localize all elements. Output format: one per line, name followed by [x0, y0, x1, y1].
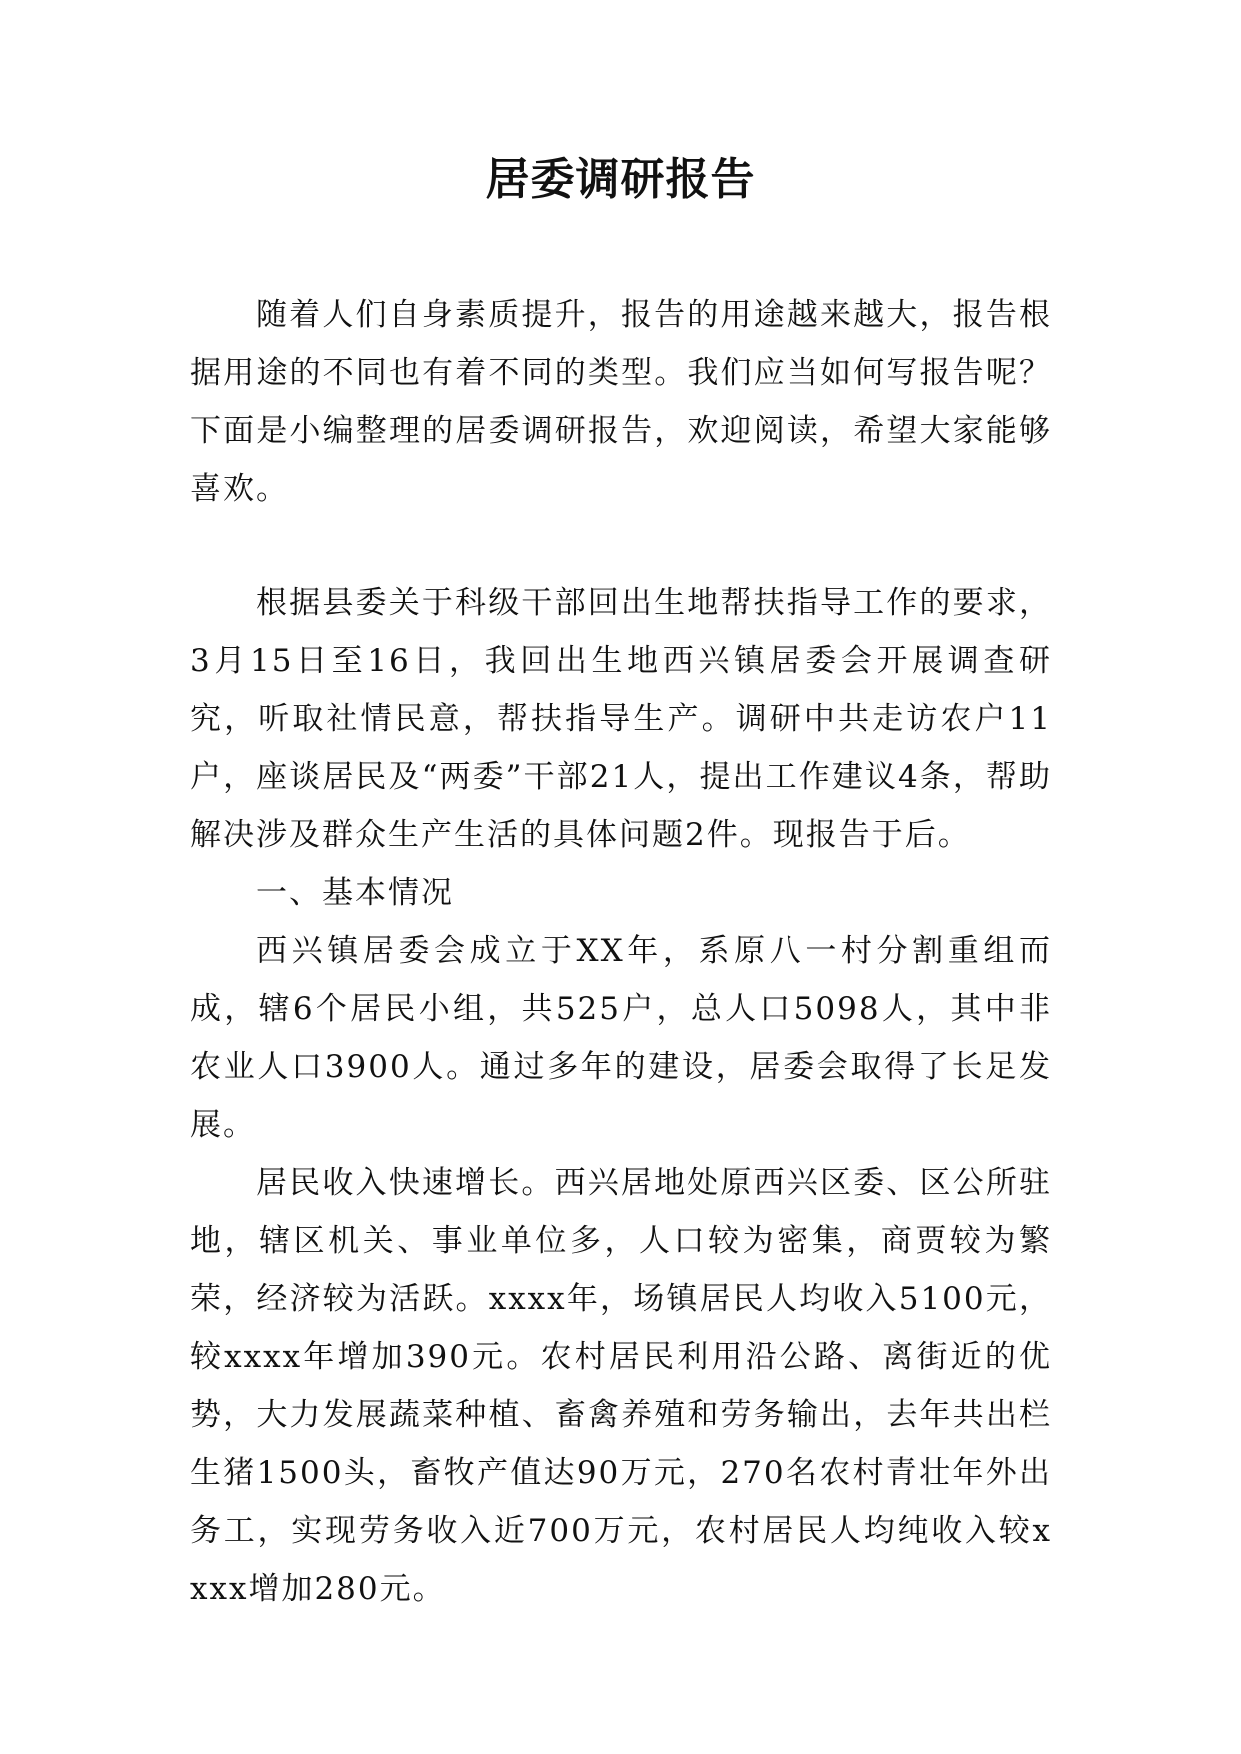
paragraph-basic-info: 西兴镇居委会成立于XX年，系原八一村分割重组而成，辖6个居民小组，共525户，总人口5098人，其中非农业人口3900人。通过多年的建设，居委会取得了长足发展。 — [190, 933, 1052, 1143]
paragraph-background: 根据县委关于科级干部回出生地帮扶指导工作的要求，3月15日至16日，我回出生地西兴镇居委会开展调查研究，听取社情民意，帮扶指导生产。调研中共走访农户11户，座谈居民及“两委”干部21人，提出工作建议4条，帮助解决涉及群众生产生活的具体问题2件。现报告于后。 — [190, 585, 1052, 853]
report-body — [190, 574, 1052, 1618]
section-heading-basic-situation: 一、基本情况 — [256, 875, 454, 911]
intro-section — [190, 286, 1052, 518]
intro-paragraph: 随着人们自身素质提升，报告的用途越来越大，报告根据用途的不同也有着不同的类型。我们应当如何写报告呢？下面是小编整理的居委调研报告，欢迎阅读，希望大家能够喜欢。 — [190, 297, 1052, 507]
document-title: 居委调研报告 — [485, 154, 756, 205]
paragraph-income-growth: 居民收入快速增长。西兴居地处原西兴区委、区公所驻地，辖区机关、事业单位多，人口较为密集，商贾较为繁荣，经济较为活跃。xxxx年，场镇居民人均收入5100元，较xxxx年增加390元。农村居民利用沿公路、离街近的优势，大力发展蔬菜种植、畜禽养殖和劳务输出，去年共出栏生猪1500头，畜牧产值达90万元，270名农村青壮年外出务工，实现劳务收入近700万元，农村居民人均纯收入较xxxx增加280元。 — [190, 1165, 1052, 1607]
